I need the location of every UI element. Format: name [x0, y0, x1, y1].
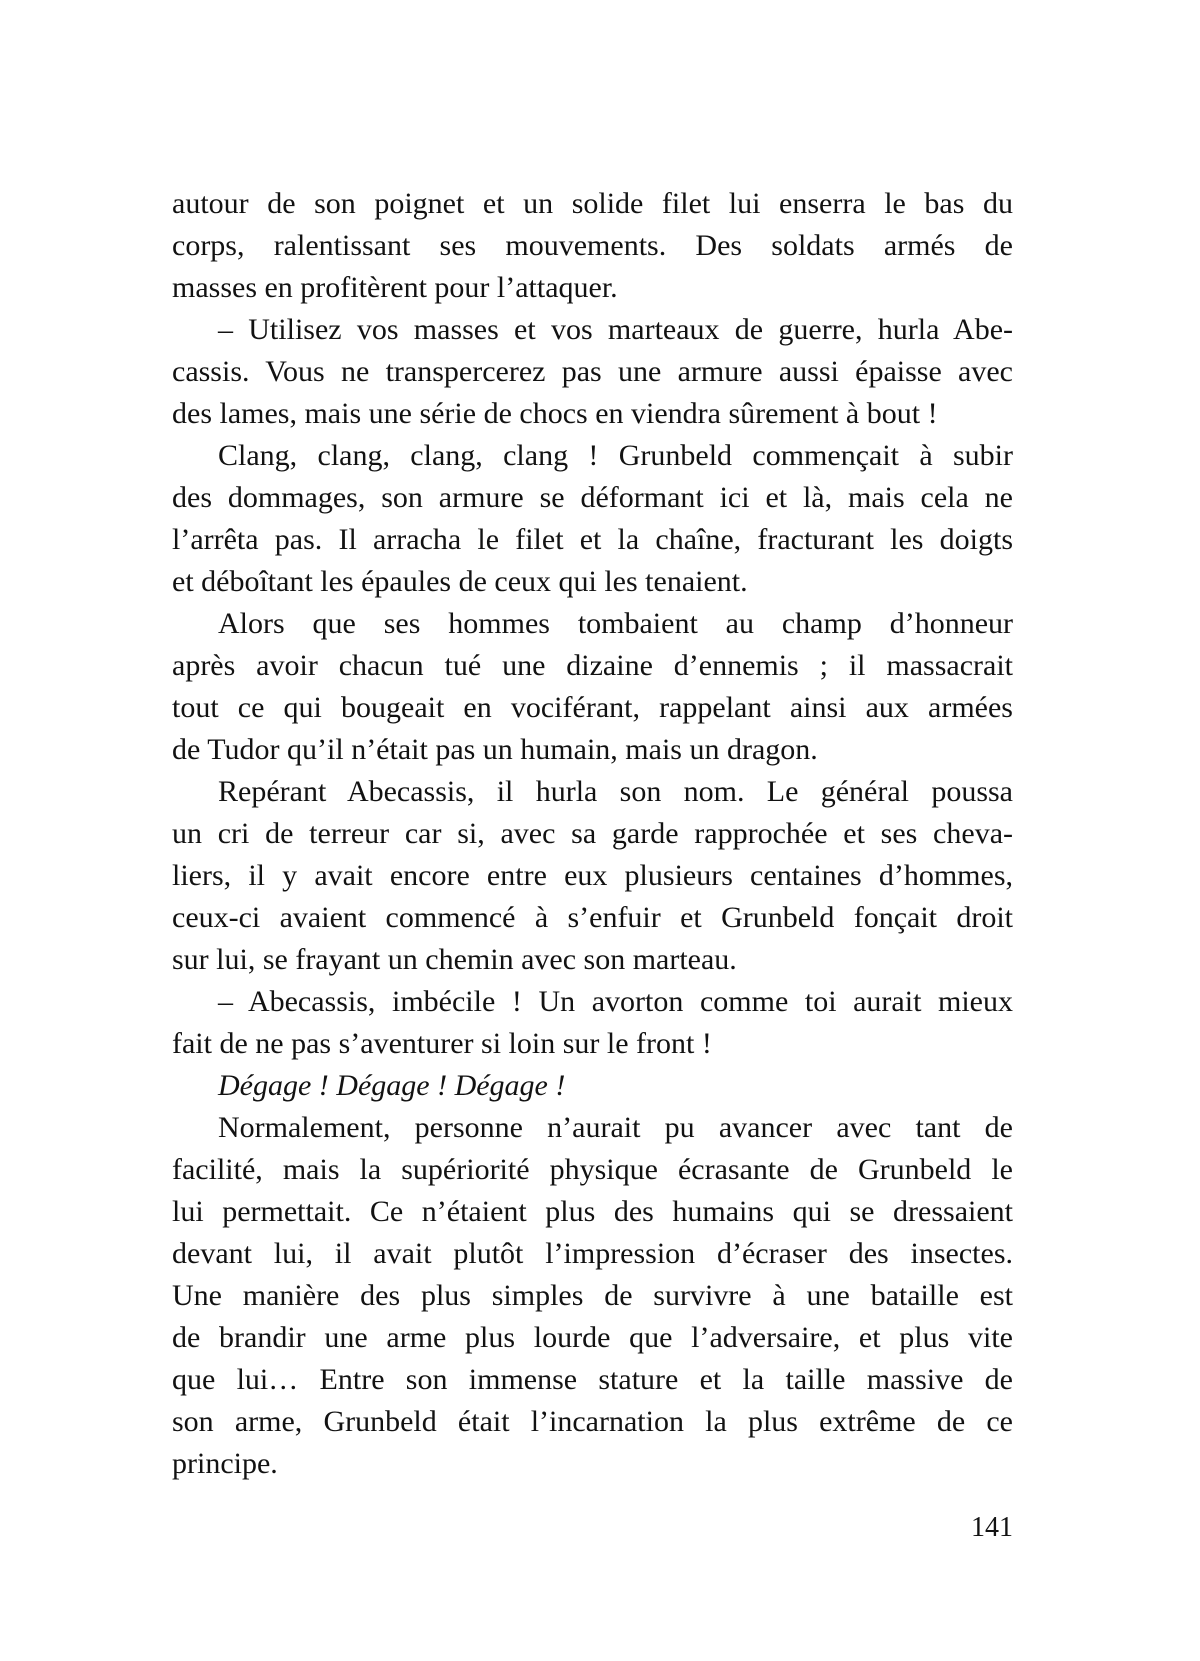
paragraph	[172, 981, 1013, 1065]
text-line: principe.	[172, 1447, 278, 1480]
text-line: que lui… Entre son immense stature et la taille massive de	[172, 1363, 1013, 1396]
text-line: de brandir une arme plus lourde que l’adversaire, et plus vite	[172, 1321, 1013, 1354]
text-line: Dégage ! Dégage ! Dégage !	[218, 1069, 566, 1102]
text-line: – Utilisez vos masses et vos marteaux de guerre, hurla Abe-	[218, 313, 1013, 346]
text-line: facilité, mais la supériorité physique écrasante de Grunbeld le	[172, 1153, 1013, 1186]
text-line: Clang, clang, clang, clang ! Grunbeld commençait à subir	[218, 439, 1013, 472]
text-line: Normalement, personne n’aurait pu avancer avec tant de	[218, 1111, 1013, 1144]
text-line: masses en profitèrent pour l’attaquer.	[172, 271, 618, 304]
text-line: son arme, Grunbeld était l’incarnation la plus extrême de ce	[172, 1405, 1013, 1438]
page-text-block	[172, 183, 1013, 1485]
text-line: devant lui, il avait plutôt l’impression d’écraser des insectes.	[172, 1237, 1013, 1270]
text-line: ceux-ci avaient commencé à s’enfuir et Grunbeld fonçait droit	[172, 901, 1013, 934]
paragraph	[172, 771, 1013, 981]
page-number: 141	[971, 1512, 1013, 1543]
text-line: liers, il y avait encore entre eux plusieurs centaines d’hommes,	[172, 859, 1013, 892]
paragraph	[172, 603, 1013, 771]
text-line: des dommages, son armure se déformant ici et là, mais cela ne	[172, 481, 1013, 514]
text-line: fait de ne pas s’aventurer si loin sur le front !	[172, 1027, 712, 1060]
text-line: après avoir chacun tué une dizaine d’ennemis ; il massacrait	[172, 649, 1013, 682]
text-line: cassis. Vous ne transpercerez pas une armure aussi épaisse avec	[172, 355, 1013, 388]
text-line: de Tudor qu’il n’était pas un humain, mais un dragon.	[172, 733, 818, 766]
text-line: tout ce qui bougeait en vociférant, rappelant ainsi aux armées	[172, 691, 1013, 724]
paragraph	[172, 183, 1013, 309]
text-line: et déboîtant les épaules de ceux qui les tenaient.	[172, 565, 748, 598]
paragraph	[172, 1107, 1013, 1485]
text-line: lui permettait. Ce n’étaient plus des humains qui se dressaient	[172, 1195, 1013, 1228]
paragraph	[172, 1065, 1013, 1107]
text-line: des lames, mais une série de chocs en viendra sûrement à bout !	[172, 397, 938, 430]
text-line: – Abecassis, imbécile ! Un avorton comme toi aurait mieux	[218, 985, 1013, 1018]
text-line: autour de son poignet et un solide filet lui enserra le bas du	[172, 187, 1013, 220]
text-line: corps, ralentissant ses mouvements. Des soldats armés de	[172, 229, 1013, 262]
text-line: Alors que ses hommes tombaient au champ d’honneur	[218, 607, 1013, 640]
text-line: un cri de terreur car si, avec sa garde rapprochée et ses cheva-	[172, 817, 1013, 850]
text-line: sur lui, se frayant un chemin avec son marteau.	[172, 943, 737, 976]
text-line: l’arrêta pas. Il arracha le filet et la chaîne, fracturant les doigts	[172, 523, 1013, 556]
paragraph	[172, 309, 1013, 435]
paragraph	[172, 435, 1013, 603]
text-line: Une manière des plus simples de survivre à une bataille est	[172, 1279, 1013, 1312]
text-line: Repérant Abecassis, il hurla son nom. Le général poussa	[218, 775, 1013, 808]
